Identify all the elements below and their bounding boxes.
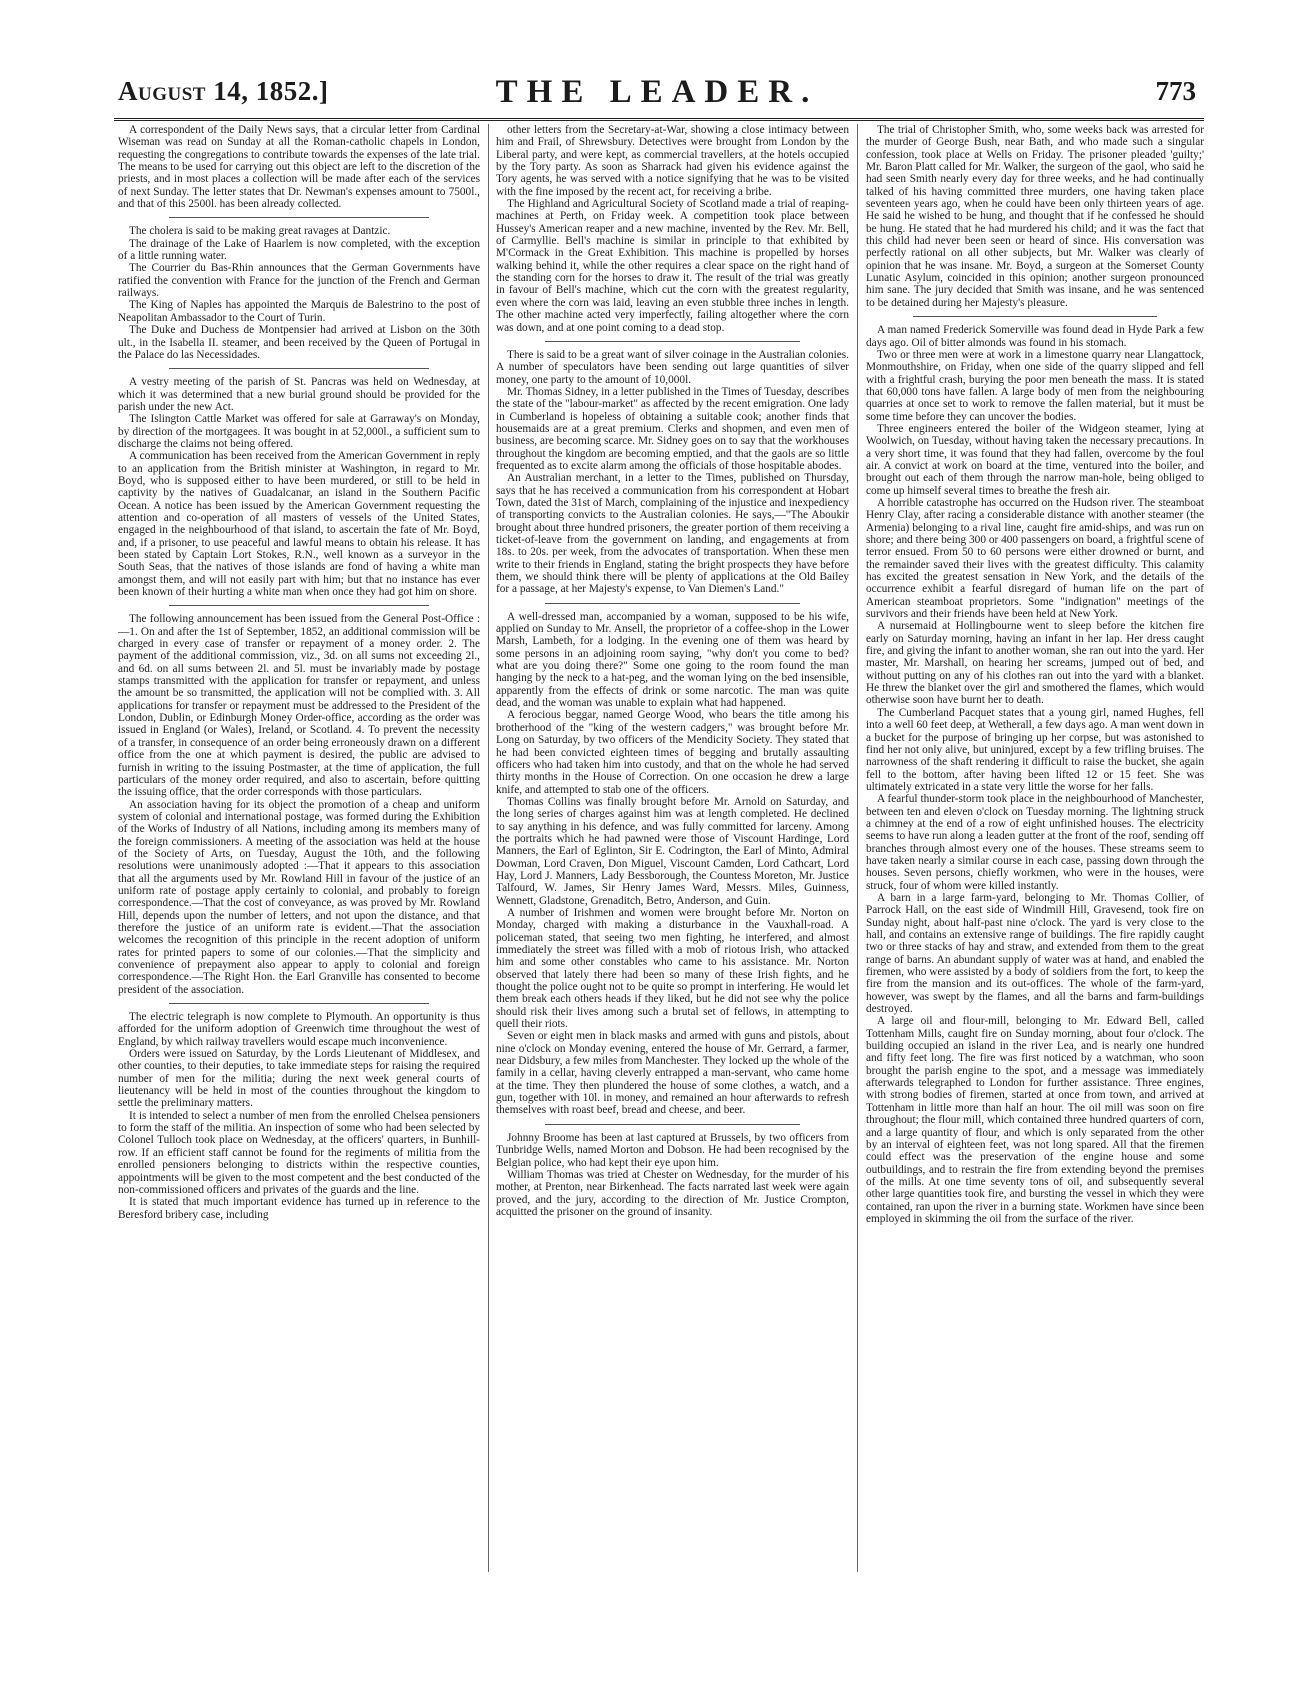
- article-paragraph: The Islington Cattle Market was offered for sale at Garraway's on Monday, by direction of the mortgagees. It was bought in at 52,000l., a sufficient sum to discharge the claims not being offered.: [118, 413, 480, 450]
- article-paragraph: It is intended to select a number of men from the enrolled Chelsea pensioners to form the staff of the militia. An inspection of some who had been selected by Colonel Tulloch took place on Wednesday, at the officers' quarters, in Bunhill-row. If an efficient staff cannot be found for the regiments of militia from the enrolled pensioners belonging to districts within the respective counties, appointments will be given to the most competent and the best conducted of the non-commissioned officers and privates of the guards and the line.: [118, 1109, 480, 1196]
- article-paragraph: The electric telegraph is now complete to Plymouth. An opportunity is thus afforded for the uniform adoption of Greenwich time throughout the west of England, by which railway travellers would escape much inconvenience.: [118, 1011, 480, 1048]
- article-paragraph: A correspondent of the Daily News says, that a circular letter from Cardinal Wiseman was read on Sunday at all the Roman-catholic chapels in London, requesting the congregations to contribute towards the expenses of the late trial. The means to be used for carrying out this object are left to the discretion of the priests, and in most places a collection will be made after each of the services of next Sunday. The letter states that Dr. Newman's expenses amount to 7500l., and that of this 2500l. has been already collected.: [118, 124, 480, 211]
- article-paragraph: It is stated that much important evidence has turned up in reference to the Beresford bribery case, including: [118, 1196, 480, 1221]
- article-paragraph: An association having for its object the promotion of a cheap and uniform system of colonial and international postage, was formed during the Exhibition of the Works of Industry of all Nations, including among its members many of the foreign commissioners. A meeting of the association was held at the house of the Society of Arts, on Tuesday, August the 10th, and the following resolutions were unanimously adopted :—That it appears to this association that all the arguments used by Mr. Rowland Hill in favour of the justice of an uniform rate of postage apply certainly to colonial, and probably to foreign correspondence.—That the cost of conveyance, as was proved by Mr. Rowland Hill, depends upon the number of letters, and not upon the distance, and that therefore the justice of an uniform rate is evident.—That the association welcomes the recognition of this principle in the recent adoption of uniform rates for printed papers to some of our colonies.—That the simplicity and convenience of prepayment also appear to apply to colonial and foreign correspondence.—The Right Hon. the Earl Granville has consented to become president of the association.: [118, 798, 480, 996]
- article-separator: [169, 1003, 430, 1004]
- article-paragraph: The following announcement has been issued from the General Post-Office :—1. On and after the 1st of September, 1852, an additional commission will be charged in every case of transfer or repayment of a money order. 2. The payment of the additional commission, viz., 3d. on all sums not exceeding 2l., and 6d. on all sums between 2l. and 5l. must be invariably made by postage stamps transmitted with the application for transfer or repayment, and unless the amount be so transmitted, the application will not be complied with. 3. All applications for transfer or repayment must be addressed to the President of the London, Dublin, or Edinburgh Money Order-office, according as the order was issued in England (or Wales), Ireland, or Scotland. 4. To prevent the necessity of a transfer, in consequence of an order being erroneously drawn on a different office from the one at which payment is desired, the public are advised to furnish in writing to the issuing Postmaster, at the time of application, the full particulars of the money order required, and also to ascertain, before quitting the issuing office, that the order corresponds with those particulars.: [118, 613, 480, 799]
- article-paragraph: The Duke and Duchess de Montpensier had arrived at Lisbon on the 30th ult., in the Isabella II. steamer, and been received by the Queen of Portugal in the Palace do las Necessidades.: [118, 324, 480, 361]
- article-paragraph: A barn in a large farm-yard, belonging to Mr. Thomas Collier, of Parrock Hall, on the east side of Windmill Hill, Gravesend, took fire on Sunday night, about half-past nine o'clock. The yard is very close to the hall, and contains an extensive range of buildings. The fire rapidly caught two or three stacks of hay and straw, and extended from them to the great range of barns. An abundant supply of water was at hand, and enabled the firemen, who were assisted by a body of soldiers from the fort, to keep the fire from the mansion and its out-offices. The whole of the farm-yard, however, was swept by the flames, and all the barns and farm-buildings destroyed.: [866, 891, 1204, 1016]
- article-paragraph: A fearful thunder-storm took place in the neighbourhood of Manchester, between ten and eleven o'clock on Tuesday morning. The lightning struck a chimney at the end of a row of eight unfinished houses. The electricity seems to have run along a leaden gutter at the front of the roof, sending off branches through almost every one of the houses. These streams seem to have taken nearly a similar course in each case, passing down through the houses. Seven persons, chiefly workmen, who were in the houses, were struck, four of whom were killed instantly.: [866, 793, 1204, 892]
- article-paragraph: A large oil and flour-mill, belonging to Mr. Edward Bell, called Tottenham Mills, caught fire on Sunday morning, about four o'clock. The building occupied an island in the river Lea, and is nearly one hundred and fifty feet long. The fire was first noticed by a watchman, who soon brought the parish engine to the spot, and a message was immediately afterwards telegraphed to London for further assistance. Three engines, with strong bodies of firemen, started at once from town, and arrived at Tottenham in little more than half an hour. The oil mill was soon on fire throughout; the flour mill, which contained three hundred quarters of corn, and a large quantity of flour, and which is only separated from the other by an interval of eighteen feet, was not long spared. All that the firemen could effect was the preservation of the engine house and some outbuildings, and to restrain the fire from extending beyond the premises of the mills. At one time seventy tons of oil, and subsequently several other large quantities took fire, and bursting the vessel in which they were contained, ran upon the river in a burning state. Workmen have since been employed in skimming the oil from the surface of the river.: [866, 1015, 1204, 1225]
- column-divider: [857, 124, 858, 1572]
- article-separator: [545, 603, 799, 604]
- header-rule: [114, 118, 1204, 121]
- article-paragraph: Seven or eight men in black masks and armed with guns and pistols, about nine o'clock on Monday evening, entered the house of Mr. Gerrard, a farmer, near Didsbury, a few miles from Manchester. They locked up the whole of the family in a cellar, having cleverly entrapped a man-servant, who came home at the time. They then plundered the house of some clothes, a watch, and a gun, together with 10l. in money, and remained an hour afterwards to refresh themselves with roast beef, bread and cheese, and beer.: [496, 1030, 849, 1117]
- article-paragraph: A number of Irishmen and women were brought before Mr. Norton on Monday, charged with making a disturbance in the Vauxhall-road. A policeman stated, that seeing two men fighting, he interfered, and almost immediately the street was filled with a mob of riotous Irish, who attacked him and some other constables who came to his assistance. Mr. Norton observed that lately there had been so many of these Irish fights, and he thought the police ought not to be quite so prompt in interfering. He would let them break each others heads if they liked, but he did not see why the police should risk their lives among such a brutal set of fellows, in attempting to quell their riots.: [496, 906, 849, 1031]
- article-paragraph: William Thomas was tried at Chester on Wednesday, for the murder of his mother, at Prenton, near Birkenhead. The facts narrated last week were again proved, and the jury, according to the direction of Mr. Justice Crompton, acquitted the prisoner on the ground of insanity.: [496, 1168, 849, 1218]
- article-paragraph: Three engineers entered the boiler of the Widgeon steamer, lying at Woolwich, on Tuesday, without having taken the necessary precautions. In a very short time, it was found that they had fallen, overcome by the foul air. A convict at work on board at the time, ventured into the boiler, and brought out each of them through the narrow man-hole, being obliged to come up himself several times to breathe the fresh air.: [866, 422, 1204, 497]
- article-paragraph: Orders were issued on Saturday, by the Lords Lieutenant of Middlesex, and other counties, to their deputies, to take immediate steps for raising the required number of men for the militia; during the next week general courts of lieutenancy will be held in most of the counties throughout the kingdom to settle the preliminary matters.: [118, 1048, 480, 1110]
- article-paragraph: The Cumberland Pacquet states that a young girl, named Hughes, fell into a well 60 feet deep, at Wetherall, a few days ago. A man went down in a bucket for the purpose of bringing up her corpse, but was astonished to find her not only alive, but uninjured, except by a few trifling bruises. The narrowness of the shaft rendering it difficult to raise the bucket, she again fell to the bottom, after having been lifted 12 or 15 feet. She was ultimately extricated in a state very little the worse for her falls.: [866, 706, 1204, 793]
- article-separator: [169, 217, 430, 218]
- article-separator: [545, 341, 799, 342]
- article-paragraph: A vestry meeting of the parish of St. Pancras was held on Wednesday, at which it was determined that a new burial ground should be provided for the parish under the new Act.: [118, 376, 480, 413]
- column-1: [118, 124, 480, 1572]
- article-paragraph: Two or three men were at work in a limestone quarry near Llangattock, Monmouthshire, on Friday, when one side of the quarry slipped and fell with a frightful crash, burying the poor men beneath the mass. It is stated that 60,000 tons have fallen. A large body of men from the neighbouring quarries at once set to work to remove the fallen material, but it must be some time before they can uncover the bodies.: [866, 348, 1204, 423]
- article-paragraph: There is said to be a great want of silver coinage in the Australian colonies. A number of speculators have been sending out large quantities of silver money, one party to the amount of 10,000l.: [496, 348, 849, 386]
- article-paragraph: A man named Frederick Somerville was found dead in Hyde Park a few days ago. Oil of bitter almonds was found in his stomach.: [866, 324, 1204, 349]
- article-paragraph: other letters from the Secretary-at-War, showing a close intimacy between him and Frail, of Shrewsbury. Detectives were brought from London by the Liberal party, and were kept, as commercial travellers, at the hotels occupied by the Tory party. As soon as Sharrack had given his evidence against the Tory agents, he was served with a notice signifying that he was to be visited with the fine imposed by the recent act, for receiving a bribe.: [496, 124, 849, 198]
- article-paragraph: The trial of Christopher Smith, who, some weeks back was arrested for the murder of George Bush, near Bath, and who made such a singular confession, took place at Wells on Friday. The prisoner pleaded 'guilty;' Mr. Baron Platt called for Mr. Walker, the surgeon of the gaol, who said he had seen Smith nearly every day for three weeks, and he had continually talked of his having committed three murders, one having taken place seventeen years ago, when he could have been only thirteen years of age. He said he wished to be hung, and thought that if he confessed he should be hung. He stated that he had murdered his child; and it was the fact that this child had never been seen or heard of since. His conversation was perfectly rational on all other subjects, but Mr. Walker was clearly of opinion that he was insane. Mr. Boyd, a surgeon at the Somerset County Lunatic Asylum, coincided in this opinion; another surgeon pronounced him sane. The jury decided that Smith was insane, and he was sentenced to be detained during her Majesty's pleasure.: [866, 124, 1204, 309]
- article-paragraph: An Australian merchant, in a letter to the Times, published on Thursday, says that he has received a communication from his correspondent at Hobart Town, dated the 31st of March, complaining of the injustice and inexpediency of transporting convicts to the Australian colonies. He says,—"The Aboukir brought about three hundred prisoners, the greater portion of them receiving a ticket-of-leave from the government on landing, and engagements at from 18s. to 20s. per week, from the advocates of transportation. When these men write to their friends in England, stating the bright prospects they have before them, we should think there will be plenty of applications at the Old Bailey for a passage, at her Majesty's expense, to Van Diemen's Land.": [496, 472, 849, 596]
- article-separator: [169, 368, 430, 369]
- article-paragraph: The Highland and Agricultural Society of Scotland made a trial of reaping-machines at Perth, on Friday week. A competition took place between Hussey's American reaper and a new machine, invented by the Rev. Mr. Bell, of Carmyllie. Bell's machine is similar in principle to that exhibited by M'Cormack in the Great Exhibition. This machine is propelled by horses walking behind it, while the other requires a clear space on the right hand of the standing corn for the horses to draw it. The result of the trial was greatly in favour of Bell's machine, which cut the corn with the greatest regularity, even where the corn was laid, leaving an even stubble three inches in length. The other machine acted very imperfectly, failing altogether where the corn was down, and at one point coming to a dead stop.: [496, 198, 849, 334]
- column-divider: [488, 124, 489, 1572]
- article-paragraph: Thomas Collins was finally brought before Mr. Arnold on Saturday, and the long series of charges against him was at length completed. He declined to say anything in his defence, and was fully committed for larceny. Among the portraits which he had pawned were those of Viscount Hardinge, Lord Manners, the Earl of Eglinton, Sir E. Codrington, the Earl of Minto, Admiral Dowman, Lord Craven, Don Miguel, Viscount Camden, Lord Cathcart, Lord Hay, Lord J. Manners, Lady Bessborough, the Countess Moreton, Mr. Justice Talfourd, W. James, Sir Henry James Ward, Messrs. Miles, Guinness, Wennett, Gladstone, Grenaditch, Betro, Anderson, and Guin.: [496, 795, 849, 907]
- article-separator: [545, 1124, 799, 1125]
- column-3: [866, 124, 1204, 1572]
- article-separator: [169, 605, 430, 606]
- article-paragraph: A horrible catastrophe has occurred on the Hudson river. The steamboat Henry Clay, after racing a considerable distance with another steamer (the Armenia) belonging to a rival line, caught fire amid-ships, and was run on shore; and there being 300 or 400 passengers on board, a frightful scene of terror ensued. From 50 to 60 persons were either drowned or burnt, and the remainder saved their lives with the greatest difficulty. This calamity has excited the greatest sensation in New York, and the details of the occurrence exhibit a fearful disregard of human life on the part of American steamboat proprietors. Some "indignation" meetings of the survivors and their friends have been held at New York.: [866, 496, 1204, 621]
- column-2: [496, 124, 849, 1572]
- article-paragraph: The Courrier du Bas-Rhin announces that the German Governments have ratified the convention with France for the junction of the French and German railways.: [118, 262, 480, 300]
- article-paragraph: The King of Naples has appointed the Marquis de Balestrino to the post of Neapolitan Ambassador to the Court of Turin.: [118, 299, 480, 324]
- article-paragraph: Johnny Broome has been at last captured at Brussels, by two officers from Tunbridge Wells, named Morton and Dobson. He had been recognised by the Belgian police, who had kept their eye upon him.: [496, 1131, 849, 1169]
- article-paragraph: The drainage of the Lake of Haarlem is now completed, with the exception of a little running water.: [118, 237, 480, 263]
- article-paragraph: A communication has been received from the American Government in reply to an application from the British minister at Washington, in regard to Mr. Boyd, who is supposed either to have been murdered, or still to be held in captivity by the natives of Guadalcanar, an island in the Southern Pacific Ocean. A notice has been issued by the American Government requesting the attention and co-operation of all masters of vessels of the United States, engaged in the neighbourhood of that island, to ascertain the fate of Mr. Boyd, and, if a prisoner, to use peaceful and lawful means to obtain his release. It has been stated by Captain Lort Stokes, R.N., well known as a surveyor in the South Seas, that the natives of those islands are fond of having a white man amongst them, and will not easily part with him; but that no instance has ever been known of their hurting a white man when once they had got him on shore.: [118, 450, 480, 599]
- article-paragraph: A ferocious beggar, named George Wood, who bears the title among his brotherhood of the "king of the western cadgers," was brought before Mr. Long on Saturday, by two officers of the Mendicity Society. They stated that he had been convicted eighteen times of begging and brutally assaulting officers who had taken him into custody, and that on the whole he had served thirty months in the House of Correction. On one occasion he drew a large knife, and attempted to stab one of the officers.: [496, 709, 849, 796]
- article-separator: [913, 316, 1156, 317]
- article-paragraph: A well-dressed man, accompanied by a woman, supposed to be his wife, applied on Sunday to Mr. Ansell, the proprietor of a coffee-shop in the Lower Marsh, Lambeth, for a lodging. In the evening one of them was heard by some persons in an adjoining room saying, "why don't you come to bed? what are you doing there?" Some one going to the room found the man hanging by the neck to a hat-peg, and the woman lying on the bed insensible, apparently from the effects of drink or some narcotic. The man was quite dead, and the woman was unable to explain what had happened.: [496, 610, 849, 710]
- page-number: 773: [1155, 76, 1196, 106]
- page-header: [118, 72, 1196, 118]
- article-paragraph: The cholera is said to be making great ravages at Dantzic.: [129, 225, 391, 238]
- article-paragraph: Mr. Thomas Sidney, in a letter published in the Times of Tuesday, describes the state of the "labour-market" as affected by the recent emigration. One lady in Cumberland is hopeless of obtaining a suitable cook; another finds that housemaids are at a great premium. Clerks and shopmen, and even men of business, are becoming scarce. Mr. Sidney goes on to say that the workhouses throughout the kingdom are becoming emptied, and that the gaols are so little frequented as to excite alarm among the officials of those hospitable abodes.: [496, 385, 849, 472]
- masthead-title: THE LEADER.: [495, 74, 819, 110]
- issue-date: August 14, 1852.]: [118, 76, 329, 106]
- article-paragraph: A nursemaid at Hollingbourne went to sleep before the kitchen fire early on Saturday morning, having an infant in her lap. Her dress caught fire, and giving the infant to another woman, she ran out into the yard. Her master, Mr. Marshall, on hearing her screams, jumped out of bed, and without putting on any of his clothes ran out into the yard with a blanket. He threw the blanket over the girl and smothered the flames, which would otherwise soon have burnt her to death.: [866, 620, 1204, 707]
